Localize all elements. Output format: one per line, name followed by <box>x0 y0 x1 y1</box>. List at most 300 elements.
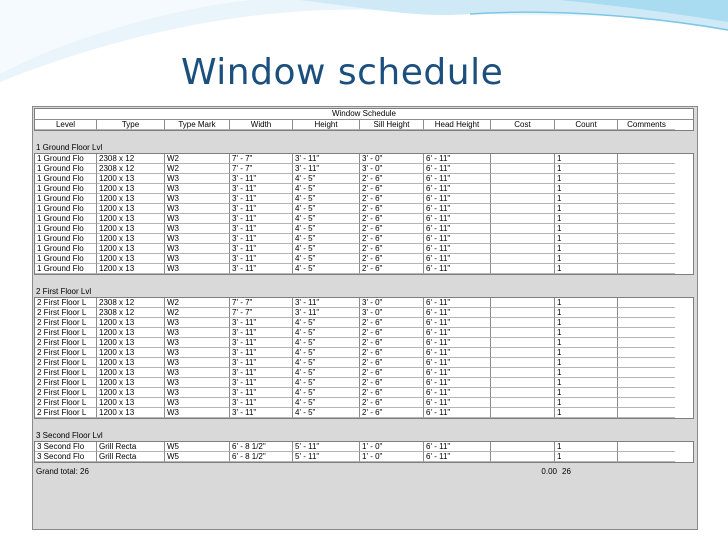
table-cell[interactable]: 1 Ground Flo <box>35 204 97 214</box>
table-cell[interactable]: 1200 x 13 <box>97 368 165 378</box>
table-cell[interactable]: 2' - 6" <box>360 244 424 254</box>
table-cell[interactable]: 1 <box>555 154 618 164</box>
table-row[interactable] <box>35 348 693 358</box>
table-cell[interactable]: 1 Ground Flo <box>35 264 97 274</box>
table-cell[interactable]: 1' - 0" <box>360 442 424 452</box>
table-cell[interactable] <box>491 452 555 462</box>
table-cell[interactable] <box>618 194 675 204</box>
table-cell[interactable] <box>491 204 555 214</box>
table-row[interactable] <box>35 368 693 378</box>
table-cell[interactable]: 1 <box>555 298 618 308</box>
table-cell[interactable]: 1200 x 13 <box>97 358 165 368</box>
table-cell[interactable]: 1 <box>555 164 618 174</box>
table-cell[interactable]: 2 First Floor L <box>35 358 97 368</box>
table-cell[interactable]: 1 <box>555 328 618 338</box>
table-cell[interactable] <box>491 318 555 328</box>
table-cell[interactable] <box>618 244 675 254</box>
table-cell[interactable]: 1 <box>555 194 618 204</box>
table-cell[interactable]: 4' - 5" <box>293 338 360 348</box>
table-row[interactable] <box>35 318 693 328</box>
table-cell[interactable]: 4' - 5" <box>293 184 360 194</box>
table-cell[interactable] <box>491 264 555 274</box>
table-cell[interactable]: 6' - 11" <box>424 398 491 408</box>
table-cell[interactable]: 1200 x 13 <box>97 398 165 408</box>
table-cell[interactable] <box>618 338 675 348</box>
table-cell[interactable]: 2 First Floor L <box>35 388 97 398</box>
table-cell[interactable]: 2' - 6" <box>360 388 424 398</box>
table-cell[interactable]: 1 Ground Flo <box>35 244 97 254</box>
table-cell[interactable]: 6' - 11" <box>424 224 491 234</box>
table-cell[interactable]: W3 <box>165 194 230 204</box>
table-cell[interactable]: W2 <box>165 298 230 308</box>
table-cell[interactable]: 3' - 0" <box>360 154 424 164</box>
table-cell[interactable]: 3' - 11" <box>230 184 293 194</box>
table-cell[interactable]: 6' - 11" <box>424 194 491 204</box>
table-cell[interactable]: 6' - 11" <box>424 388 491 398</box>
table-cell[interactable]: 1 <box>555 204 618 214</box>
table-row[interactable] <box>35 164 693 174</box>
table-cell[interactable] <box>618 174 675 184</box>
table-cell[interactable] <box>491 174 555 184</box>
table-cell[interactable] <box>491 234 555 244</box>
table-cell[interactable]: 5' - 11" <box>293 452 360 462</box>
table-cell[interactable]: 6' - 11" <box>424 264 491 274</box>
table-cell[interactable]: W3 <box>165 378 230 388</box>
table-cell[interactable]: 6' - 11" <box>424 378 491 388</box>
table-cell[interactable]: 6' - 11" <box>424 348 491 358</box>
table-cell[interactable]: 1 Ground Flo <box>35 194 97 204</box>
table-cell[interactable]: W3 <box>165 244 230 254</box>
table-cell[interactable] <box>491 408 555 418</box>
table-cell[interactable]: 6' - 11" <box>424 244 491 254</box>
table-cell[interactable]: 1200 x 13 <box>97 244 165 254</box>
table-row[interactable] <box>35 214 693 224</box>
table-cell[interactable] <box>491 398 555 408</box>
table-cell[interactable]: W2 <box>165 164 230 174</box>
table-cell[interactable]: 6' - 11" <box>424 298 491 308</box>
table-cell[interactable] <box>618 264 675 274</box>
table-cell[interactable]: 2 First Floor L <box>35 308 97 318</box>
table-cell[interactable]: 1200 x 13 <box>97 408 165 418</box>
table-cell[interactable]: 2' - 6" <box>360 264 424 274</box>
table-cell[interactable]: 2 First Floor L <box>35 328 97 338</box>
table-row[interactable] <box>35 154 693 164</box>
table-cell[interactable] <box>618 308 675 318</box>
table-cell[interactable]: 4' - 5" <box>293 318 360 328</box>
table-cell[interactable]: 1 <box>555 174 618 184</box>
table-cell[interactable]: 3' - 11" <box>230 368 293 378</box>
grand-total-cost: 0.00 <box>541 467 557 476</box>
column-header[interactable]: Head Height <box>424 120 491 130</box>
table-cell[interactable]: 2 First Floor L <box>35 378 97 388</box>
table-cell[interactable]: 1200 x 13 <box>97 378 165 388</box>
table-row[interactable] <box>35 224 693 234</box>
table-cell[interactable]: 2' - 6" <box>360 224 424 234</box>
table-cell[interactable]: 4' - 5" <box>293 388 360 398</box>
table-cell[interactable]: W3 <box>165 254 230 264</box>
table-cell[interactable]: 1200 x 13 <box>97 194 165 204</box>
table-cell[interactable]: 3' - 11" <box>230 358 293 368</box>
table-cell[interactable]: 2 First Floor L <box>35 348 97 358</box>
table-cell[interactable]: 1 <box>555 224 618 234</box>
table-cell[interactable]: 7' - 7" <box>230 308 293 318</box>
table-cell[interactable]: 3' - 11" <box>230 224 293 234</box>
table-cell[interactable]: 1 <box>555 318 618 328</box>
table-cell[interactable] <box>618 214 675 224</box>
table-cell[interactable]: W3 <box>165 234 230 244</box>
table-cell[interactable] <box>618 184 675 194</box>
table-row[interactable] <box>35 184 693 194</box>
table-cell[interactable]: 2 First Floor L <box>35 408 97 418</box>
table-cell[interactable]: 2' - 6" <box>360 378 424 388</box>
table-cell[interactable]: 2' - 6" <box>360 318 424 328</box>
table-cell[interactable]: 6' - 11" <box>424 184 491 194</box>
table-row[interactable] <box>35 398 693 408</box>
table-cell[interactable]: 4' - 5" <box>293 348 360 358</box>
table-cell[interactable]: 1200 x 13 <box>97 184 165 194</box>
grand-total-label: Grand total: 26 <box>36 467 89 476</box>
table-cell[interactable] <box>618 452 675 462</box>
table-cell[interactable]: W3 <box>165 338 230 348</box>
table-cell[interactable]: 1 <box>555 398 618 408</box>
table-cell[interactable]: 3' - 11" <box>230 348 293 358</box>
table-cell[interactable]: 3' - 0" <box>360 164 424 174</box>
table-cell[interactable]: 1 <box>555 338 618 348</box>
table-cell[interactable] <box>491 184 555 194</box>
table-row[interactable] <box>35 452 693 462</box>
table-cell[interactable]: 4' - 5" <box>293 398 360 408</box>
table-cell[interactable]: 1 <box>555 244 618 254</box>
table-cell[interactable] <box>618 318 675 328</box>
table-cell[interactable]: W3 <box>165 388 230 398</box>
table-cell[interactable]: 3 Second Flo <box>35 442 97 452</box>
table-cell[interactable]: W3 <box>165 214 230 224</box>
table-cell[interactable]: 1 Ground Flo <box>35 214 97 224</box>
table-cell[interactable]: 5' - 11" <box>293 442 360 452</box>
table-cell[interactable]: 3 Second Flo <box>35 452 97 462</box>
table-cell[interactable]: 3' - 11" <box>230 264 293 274</box>
table-cell[interactable]: 3' - 11" <box>230 174 293 184</box>
table-cell[interactable]: 6' - 8 1/2" <box>230 452 293 462</box>
table-cell[interactable]: 3' - 11" <box>230 408 293 418</box>
table-cell[interactable]: 3' - 11" <box>293 308 360 318</box>
table-cell[interactable]: 2' - 6" <box>360 348 424 358</box>
table-cell[interactable]: W3 <box>165 204 230 214</box>
table-cell[interactable] <box>618 298 675 308</box>
table-cell[interactable]: 3' - 0" <box>360 308 424 318</box>
column-header[interactable]: Type Mark <box>165 120 230 130</box>
table-row[interactable] <box>35 204 693 214</box>
table-cell[interactable] <box>618 164 675 174</box>
column-header[interactable]: Width <box>230 120 293 130</box>
table-cell[interactable] <box>491 224 555 234</box>
table-cell[interactable]: Grill Recta <box>97 442 165 452</box>
table-cell[interactable]: 4' - 5" <box>293 204 360 214</box>
table-cell[interactable] <box>491 254 555 264</box>
table-row[interactable] <box>35 298 693 308</box>
table-cell[interactable]: 2' - 6" <box>360 194 424 204</box>
table-cell[interactable] <box>491 214 555 224</box>
table-cell[interactable]: 4' - 5" <box>293 358 360 368</box>
column-header[interactable]: Cost <box>491 120 555 130</box>
table-cell[interactable]: 1200 x 13 <box>97 348 165 358</box>
table-cell[interactable] <box>618 442 675 452</box>
grand-total-count: 26 <box>562 467 571 476</box>
table-cell[interactable]: 1200 x 13 <box>97 204 165 214</box>
table-cell[interactable] <box>491 308 555 318</box>
table-cell[interactable]: 2 First Floor L <box>35 298 97 308</box>
table-cell[interactable]: 2 First Floor L <box>35 368 97 378</box>
table-cell[interactable]: 1 Ground Flo <box>35 174 97 184</box>
table-cell[interactable]: 2' - 6" <box>360 184 424 194</box>
table-cell[interactable]: 4' - 5" <box>293 224 360 234</box>
table-cell[interactable] <box>491 164 555 174</box>
table-cell[interactable]: 3' - 11" <box>230 378 293 388</box>
table-cell[interactable] <box>618 348 675 358</box>
table-cell[interactable]: 3' - 11" <box>230 338 293 348</box>
table-cell[interactable]: 6' - 11" <box>424 154 491 164</box>
table-cell[interactable]: 3' - 11" <box>230 194 293 204</box>
table-cell[interactable]: W3 <box>165 358 230 368</box>
table-cell[interactable]: 6' - 11" <box>424 308 491 318</box>
table-cell[interactable]: 4' - 5" <box>293 174 360 184</box>
table-cell[interactable]: 4' - 5" <box>293 264 360 274</box>
table-cell[interactable]: 4' - 5" <box>293 194 360 204</box>
table-cell[interactable]: 1 Ground Flo <box>35 164 97 174</box>
table-row[interactable] <box>35 408 693 418</box>
table-row[interactable] <box>35 244 693 254</box>
table-cell[interactable]: 6' - 11" <box>424 318 491 328</box>
table-cell[interactable] <box>491 358 555 368</box>
table-cell[interactable]: 1200 x 13 <box>97 214 165 224</box>
table-cell[interactable] <box>491 154 555 164</box>
table-cell[interactable]: 1 <box>555 234 618 244</box>
table-cell[interactable]: 1' - 0" <box>360 452 424 462</box>
table-cell[interactable]: 1200 x 13 <box>97 328 165 338</box>
column-header[interactable]: Height <box>293 120 360 130</box>
table-cell[interactable]: 6' - 11" <box>424 442 491 452</box>
table-cell[interactable]: 3' - 11" <box>230 234 293 244</box>
table-cell[interactable] <box>618 408 675 418</box>
table-cell[interactable]: 6' - 11" <box>424 368 491 378</box>
table-cell[interactable]: 1 <box>555 358 618 368</box>
table-cell[interactable]: 6' - 11" <box>424 164 491 174</box>
table-cell[interactable]: W3 <box>165 398 230 408</box>
table-row[interactable] <box>35 442 693 452</box>
table-cell[interactable] <box>491 442 555 452</box>
table-cell[interactable]: 1 <box>555 214 618 224</box>
table-cell[interactable]: 4' - 5" <box>293 378 360 388</box>
table-cell[interactable]: 3' - 0" <box>360 298 424 308</box>
table-cell[interactable]: 2' - 6" <box>360 338 424 348</box>
table-cell[interactable]: 1 <box>555 308 618 318</box>
column-header[interactable]: Count <box>555 120 618 130</box>
table-cell[interactable]: W3 <box>165 328 230 338</box>
table-cell[interactable]: 4' - 5" <box>293 368 360 378</box>
table-row[interactable] <box>35 254 693 264</box>
table-cell[interactable]: 1200 x 13 <box>97 224 165 234</box>
table-cell[interactable]: 4' - 5" <box>293 408 360 418</box>
table-cell[interactable]: W3 <box>165 264 230 274</box>
table-cell[interactable]: 3' - 11" <box>230 388 293 398</box>
table-cell[interactable]: 2' - 6" <box>360 204 424 214</box>
table-cell[interactable] <box>618 398 675 408</box>
table-cell[interactable]: 2' - 6" <box>360 408 424 418</box>
table-cell[interactable]: 4' - 5" <box>293 214 360 224</box>
table-row[interactable] <box>35 358 693 368</box>
table-cell[interactable] <box>491 348 555 358</box>
table-cell[interactable]: 1 Ground Flo <box>35 234 97 244</box>
table-cell[interactable]: 1200 x 13 <box>97 174 165 184</box>
table-cell[interactable]: 4' - 5" <box>293 254 360 264</box>
table-cell[interactable] <box>618 204 675 214</box>
table-cell[interactable]: 6' - 8 1/2" <box>230 442 293 452</box>
table-cell[interactable]: W5 <box>165 452 230 462</box>
table-cell[interactable]: 2' - 6" <box>360 174 424 184</box>
table-cell[interactable]: 1 Ground Flo <box>35 254 97 264</box>
table-cell[interactable]: 3' - 11" <box>293 164 360 174</box>
table-cell[interactable]: 2308 x 12 <box>97 164 165 174</box>
table-cell[interactable]: 3' - 11" <box>230 214 293 224</box>
table-row[interactable] <box>35 174 693 184</box>
table-cell[interactable] <box>618 368 675 378</box>
table-cell[interactable]: Grill Recta <box>97 452 165 462</box>
table-row[interactable] <box>35 388 693 398</box>
table-cell[interactable]: 1 Ground Flo <box>35 224 97 234</box>
table-cell[interactable]: 6' - 11" <box>424 338 491 348</box>
table-cell[interactable]: 1 <box>555 368 618 378</box>
table-cell[interactable]: 6' - 11" <box>424 254 491 264</box>
table-cell[interactable]: 1200 x 13 <box>97 234 165 244</box>
table-cell[interactable]: 1200 x 13 <box>97 318 165 328</box>
table-cell[interactable]: 6' - 11" <box>424 204 491 214</box>
table-cell[interactable]: 2' - 6" <box>360 358 424 368</box>
table-cell[interactable]: 6' - 11" <box>424 358 491 368</box>
table-cell[interactable]: 1 <box>555 184 618 194</box>
table-cell[interactable]: W3 <box>165 224 230 234</box>
table-cell[interactable]: 1 <box>555 378 618 388</box>
table-cell[interactable]: 1 <box>555 254 618 264</box>
table-cell[interactable]: 1 <box>555 348 618 358</box>
table-cell[interactable] <box>618 224 675 234</box>
table-cell[interactable]: 6' - 11" <box>424 408 491 418</box>
table-cell[interactable]: 2 First Floor L <box>35 398 97 408</box>
table-cell[interactable]: W3 <box>165 348 230 358</box>
table-row[interactable] <box>35 378 693 388</box>
table-cell[interactable]: 6' - 11" <box>424 452 491 462</box>
table-cell[interactable]: 1 Ground Flo <box>35 154 97 164</box>
table-cell[interactable]: 3' - 11" <box>293 154 360 164</box>
table-cell[interactable]: W2 <box>165 308 230 318</box>
table-cell[interactable] <box>618 378 675 388</box>
table-cell[interactable]: 1200 x 13 <box>97 338 165 348</box>
table-cell[interactable] <box>491 298 555 308</box>
table-row[interactable] <box>35 308 693 318</box>
table-cell[interactable]: 3' - 11" <box>230 254 293 264</box>
table-cell[interactable] <box>491 328 555 338</box>
table-cell[interactable]: 6' - 11" <box>424 328 491 338</box>
table-cell[interactable]: W5 <box>165 442 230 452</box>
table-cell[interactable]: 2308 x 12 <box>97 308 165 318</box>
table-cell[interactable] <box>618 388 675 398</box>
table-cell[interactable]: 1200 x 13 <box>97 388 165 398</box>
table-cell[interactable]: 4' - 5" <box>293 234 360 244</box>
table-cell[interactable]: 2' - 6" <box>360 328 424 338</box>
table-cell[interactable]: 7' - 7" <box>230 164 293 174</box>
table-cell[interactable]: 2308 x 12 <box>97 298 165 308</box>
table-cell[interactable]: W3 <box>165 174 230 184</box>
table-cell[interactable]: W3 <box>165 368 230 378</box>
table-cell[interactable] <box>491 388 555 398</box>
table-cell[interactable] <box>618 358 675 368</box>
table-cell[interactable]: 3' - 11" <box>293 298 360 308</box>
table-cell[interactable]: 1200 x 13 <box>97 264 165 274</box>
table-cell[interactable]: 6' - 11" <box>424 214 491 224</box>
table-cell[interactable] <box>618 328 675 338</box>
table-cell[interactable] <box>618 254 675 264</box>
table-cell[interactable] <box>618 154 675 164</box>
table-cell[interactable]: W3 <box>165 318 230 328</box>
table-cell[interactable] <box>491 378 555 388</box>
table-cell[interactable] <box>491 368 555 378</box>
table-row[interactable] <box>35 328 693 338</box>
table-cell[interactable]: 7' - 7" <box>230 154 293 164</box>
table-cell[interactable]: 7' - 7" <box>230 298 293 308</box>
table-cell[interactable]: 2' - 6" <box>360 214 424 224</box>
window-schedule-table <box>34 108 694 477</box>
table-cell[interactable]: 1 Ground Flo <box>35 184 97 194</box>
table-cell[interactable]: 3' - 11" <box>230 204 293 214</box>
table-cell[interactable]: 4' - 5" <box>293 244 360 254</box>
table-cell[interactable]: 6' - 11" <box>424 174 491 184</box>
table-cell[interactable]: 2' - 6" <box>360 234 424 244</box>
table-cell[interactable] <box>618 234 675 244</box>
table-cell[interactable] <box>491 338 555 348</box>
table-cell[interactable]: 4' - 5" <box>293 328 360 338</box>
column-header[interactable]: Comments <box>618 120 675 130</box>
table-cell[interactable]: 2 First Floor L <box>35 318 97 328</box>
table-cell[interactable]: 1 <box>555 388 618 398</box>
table-row[interactable] <box>35 234 693 244</box>
table-cell[interactable]: 3' - 11" <box>230 244 293 254</box>
table-cell[interactable]: 6' - 11" <box>424 234 491 244</box>
table-row[interactable] <box>35 194 693 204</box>
table-cell[interactable]: W3 <box>165 184 230 194</box>
table-cell[interactable]: 1 <box>555 408 618 418</box>
table-cell[interactable]: 1200 x 13 <box>97 254 165 264</box>
table-cell[interactable]: 3' - 11" <box>230 328 293 338</box>
table-cell[interactable]: 3' - 11" <box>230 318 293 328</box>
table-cell[interactable]: W2 <box>165 154 230 164</box>
table-cell[interactable] <box>491 194 555 204</box>
table-cell[interactable]: 1 <box>555 264 618 274</box>
table-row[interactable] <box>35 264 693 274</box>
column-header[interactable]: Sill Height <box>360 120 424 130</box>
column-header[interactable]: Level <box>35 120 97 130</box>
table-cell[interactable]: 2' - 6" <box>360 368 424 378</box>
table-cell[interactable]: W3 <box>165 408 230 418</box>
table-cell[interactable]: 2' - 6" <box>360 254 424 264</box>
table-cell[interactable]: 3' - 11" <box>230 398 293 408</box>
column-header[interactable]: Type <box>97 120 165 130</box>
table-cell[interactable]: 1 <box>555 452 618 462</box>
table-row[interactable] <box>35 338 693 348</box>
table-cell[interactable] <box>491 244 555 254</box>
table-cell[interactable]: 2 First Floor L <box>35 338 97 348</box>
table-cell[interactable]: 2' - 6" <box>360 398 424 408</box>
table-cell[interactable]: 2308 x 12 <box>97 154 165 164</box>
table-cell[interactable]: 1 <box>555 442 618 452</box>
